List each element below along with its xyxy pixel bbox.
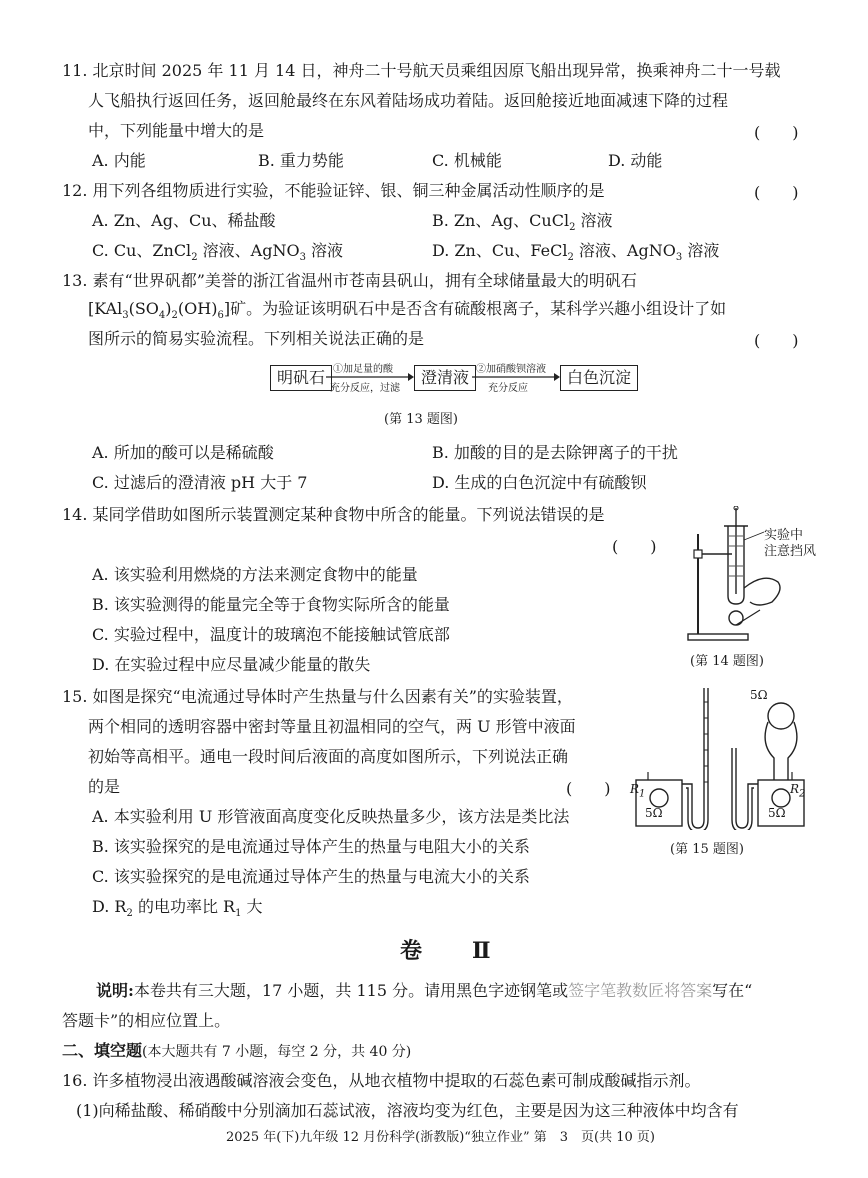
q11-stem-line3: 中，下列能量中增大的是 bbox=[88, 121, 265, 140]
q15-top-resistor-label: 5Ω bbox=[750, 688, 768, 702]
q16-stem: 16. 许多植物浸出液遇酸碱溶液会变色，从地衣植物中提取的石蕊色素可制成酸碱指示剂。 bbox=[62, 1071, 701, 1090]
q12-stem: 12. 用下列各组物质进行实验，不能验证锌、银、铜三种金属活动性顺序的是 bbox=[62, 181, 605, 200]
q15-option-a: A. 本实验利用 U 形管液面高度变化反映热量多少，该方法是类比法 bbox=[92, 807, 570, 826]
q13-option-a: A. 所加的酸可以是稀硫酸 bbox=[92, 443, 274, 462]
flow-arrow2-top-label: ②加硝酸钡溶液 bbox=[476, 364, 546, 375]
flow-arrow1-icon bbox=[326, 372, 414, 382]
q12-answer-paren: ( ) bbox=[754, 183, 799, 202]
flow-arrow2-icon bbox=[472, 372, 560, 382]
q14-answer-paren: ( ) bbox=[612, 537, 657, 556]
q15-stem-line3: 初始等高相平。通电一段时间后液面的高度如图所示，下列说法正确 bbox=[88, 747, 569, 766]
q15-stem-line1: 15. 如图是探究“电流通过导体时产生热量与什么因素有关”的实验装置， bbox=[62, 687, 573, 706]
q15-figure-caption: (第 15 题图) bbox=[670, 842, 744, 857]
q11-stem-line1: 11. 北京时间 2025 年 11 月 14 日，神舟二十号航天员乘组因原飞船出现异常，换乘神舟二十一号载 bbox=[62, 61, 781, 80]
q13-option-b: B. 加酸的目的是去除钾离子的干扰 bbox=[432, 443, 678, 462]
q13-stem-line2: $[KAl_3(SO_4)_2(OH)_6]$矿。为验证该明矾石中是否含有硫酸根离子，某科学兴趣小组设计了如 bbox=[88, 299, 727, 322]
q14-figure-caption: (第 14 题图) bbox=[690, 654, 764, 669]
q11-stem-line2: 人飞船执行返回任务，返回舱最终在东风着陆场成功着陆。返回舱接近地面减速下降的过程 bbox=[88, 91, 729, 110]
section-title: 卷 Ⅱ bbox=[400, 938, 505, 964]
q15-right-resistor-label: 5Ω bbox=[768, 806, 786, 820]
part-two-title: 二、填空题(本大题共有 7 小题，每空 2 分，共 40 分) bbox=[62, 1041, 412, 1060]
flow-arrow1-bottom-label: 充分反应，过滤 bbox=[330, 383, 400, 394]
q13-option-d: D. 生成的白色沉淀中有硫酸钡 bbox=[432, 473, 647, 492]
q14-option-b: B. 该实验测得的能量完全等于食物实际所含的能量 bbox=[92, 595, 450, 614]
q14-figure-note: 实验中 注意挡风 bbox=[764, 528, 817, 559]
q11-answer-paren: ( ) bbox=[754, 123, 799, 142]
flow-box-white-precipitate: 白色沉淀 bbox=[560, 365, 638, 391]
page-footer: 2025 年(下)九年级 12 月份科学(浙教版)“独立作业” 第 3 页(共 10 页) bbox=[226, 1130, 655, 1145]
q15-r2-label: $R_2$ bbox=[790, 782, 806, 800]
q15-option-c: C. 该实验探究的是电流通过导体产生的热量与电流大小的关系 bbox=[92, 867, 530, 886]
flow-arrow2-bottom-label: 充分反应 bbox=[488, 383, 528, 394]
q15-option-d: D. $R_2$ 的电功率比 $R_1$ 大 bbox=[92, 897, 263, 920]
q13-answer-paren: ( ) bbox=[754, 331, 799, 350]
q13-stem-line3: 图所示的简易实验流程。下列相关说法正确的是 bbox=[88, 329, 425, 348]
q16-subquestion-1: (1)向稀盐酸、稀硝酸中分别滴加石蕊试液，溶液均变为红色，主要是因为这三种液体中均含有 bbox=[76, 1101, 739, 1120]
q12-option-c: C. Cu、ZnCl$_2$ 溶液、AgNO$_3$ 溶液 bbox=[92, 241, 344, 264]
section-note-line1: 说明:本卷共有三大题，17 小题，共 115 分。请用黑色字迹钢笔或签字笔教数匠将答案写在“ bbox=[96, 981, 753, 1000]
q14-option-a: A. 该实验利用燃烧的方法来测定食物中的能量 bbox=[92, 565, 418, 584]
q14-option-c: C. 实验过程中，温度计的玻璃泡不能接触试管底部 bbox=[92, 625, 450, 644]
q14-option-d: D. 在实验过程中应尽量减少能量的散失 bbox=[92, 655, 371, 674]
q13-stem-line1: 13. 素有“世界矾都”美誉的浙江省温州市苍南县矾山，拥有全球储量最大的明矾石 bbox=[62, 271, 637, 290]
q14-stem: 14. 某同学借助如图所示装置测定某种食物中所含的能量。下列说法错误的是 bbox=[62, 505, 605, 524]
q15-answer-paren: ( ) bbox=[566, 779, 611, 798]
q11-option-c: C. 机械能 bbox=[432, 151, 502, 170]
q15-r1-label: $R_1$ bbox=[630, 782, 646, 800]
q13-option-c: C. 过滤后的澄清液 pH 大于 7 bbox=[92, 473, 308, 492]
q12-option-b: B. Zn、Ag、CuCl$_2$ 溶液 bbox=[432, 211, 613, 234]
q13-figure-caption: (第 13 题图) bbox=[384, 412, 458, 427]
q11-option-b: B. 重力势能 bbox=[258, 151, 344, 170]
q12-option-d: D. Zn、Cu、FeCl$_2$ 溶液、AgNO$_3$ 溶液 bbox=[432, 241, 720, 264]
flow-box-clear-liquid: 澄清液 bbox=[414, 365, 476, 391]
q11-option-a: A. 内能 bbox=[92, 151, 146, 170]
flow-box-alunite: 明矾石 bbox=[270, 365, 332, 391]
q15-option-b: B. 该实验探究的是电流通过导体产生的热量与电阻大小的关系 bbox=[92, 837, 530, 856]
q11-option-d: D. 动能 bbox=[608, 151, 663, 170]
q15-left-resistor-label: 5Ω bbox=[645, 806, 663, 820]
calorimeter-apparatus-figure bbox=[680, 506, 830, 646]
q15-stem-line2: 两个相同的透明容器中密封等量且初温相同的空气，两 U 形管中液面 bbox=[88, 717, 576, 736]
section-note-line2: 答题卡”的相应位置上。 bbox=[62, 1011, 231, 1030]
q15-stem-line4: 的是 bbox=[88, 777, 121, 796]
flow-arrow1-top-label: ①加足量的酸 bbox=[333, 364, 393, 375]
q12-option-a: A. Zn、Ag、Cu、稀盐酸 bbox=[92, 211, 276, 230]
